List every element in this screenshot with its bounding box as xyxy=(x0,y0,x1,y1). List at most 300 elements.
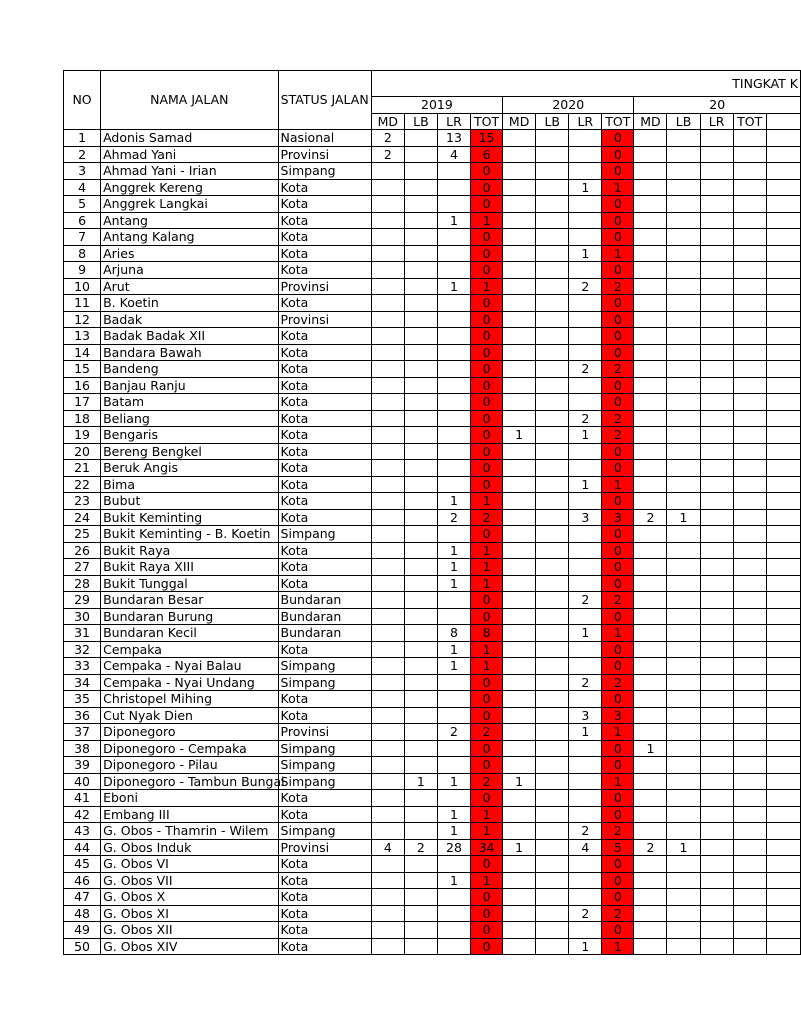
cell-y19-lb xyxy=(404,163,437,180)
cell-y19-tot: 0 xyxy=(471,377,503,394)
cell-y20-tot: 1 xyxy=(602,245,634,262)
table-row xyxy=(64,757,801,774)
cell-y19-md xyxy=(371,608,404,625)
cell-status-jalan: Bundaran xyxy=(278,625,371,642)
cell-y19-tot: 0 xyxy=(471,674,503,691)
cell-y21-lr xyxy=(700,526,733,543)
cell-y19-lr xyxy=(437,163,470,180)
cell-y19-lr xyxy=(437,476,470,493)
cell-nama-jalan: Ahmad Yani xyxy=(101,146,278,163)
cell-y21-lr xyxy=(700,922,733,939)
cell-y21-lb xyxy=(667,130,700,147)
cell-y20-tot: 1 xyxy=(602,179,634,196)
cell-extra xyxy=(766,806,800,823)
cell-nama-jalan: Arut xyxy=(101,278,278,295)
cell-y21-tot xyxy=(733,872,766,889)
cell-y20-tot: 2 xyxy=(602,427,634,444)
cell-y19-md xyxy=(371,575,404,592)
cell-y19-md xyxy=(371,641,404,658)
cell-y21-lr xyxy=(700,344,733,361)
table-row xyxy=(64,889,801,906)
table-row xyxy=(64,559,801,576)
cell-y21-md xyxy=(634,724,667,741)
cell-y19-md xyxy=(371,394,404,411)
cell-y19-md xyxy=(371,592,404,609)
cell-y19-lr xyxy=(437,443,470,460)
cell-y19-tot: 0 xyxy=(471,922,503,939)
cell-y20-md xyxy=(503,443,536,460)
cell-y19-lb xyxy=(404,542,437,559)
cell-y20-md xyxy=(503,410,536,427)
cell-y20-tot: 0 xyxy=(602,328,634,345)
cell-y21-md: 1 xyxy=(634,740,667,757)
cell-y20-md xyxy=(503,278,536,295)
cell-y20-tot: 2 xyxy=(602,278,634,295)
cell-y21-tot xyxy=(733,856,766,873)
cell-y19-md xyxy=(371,311,404,328)
cell-y19-lr: 1 xyxy=(437,641,470,658)
cell-nama-jalan: Cut Nyak Dien xyxy=(101,707,278,724)
cell-no: 5 xyxy=(64,196,101,213)
cell-y20-lr: 2 xyxy=(569,823,602,840)
cell-y19-lr xyxy=(437,394,470,411)
cell-y21-md xyxy=(634,278,667,295)
cell-status-jalan: Simpang xyxy=(278,773,371,790)
cell-y21-md xyxy=(634,394,667,411)
cell-y19-tot: 1 xyxy=(471,658,503,675)
cell-y20-lr xyxy=(569,889,602,906)
cell-no: 43 xyxy=(64,823,101,840)
cell-no: 20 xyxy=(64,443,101,460)
cell-y19-tot: 0 xyxy=(471,889,503,906)
cell-y21-lb xyxy=(667,361,700,378)
cell-y21-md xyxy=(634,806,667,823)
cell-y21-lr xyxy=(700,823,733,840)
cell-y19-lb xyxy=(404,559,437,576)
cell-y21-md xyxy=(634,790,667,807)
cell-y21-md xyxy=(634,410,667,427)
cell-y21-lb xyxy=(667,559,700,576)
header-lr: LR xyxy=(700,113,733,130)
cell-y19-lb xyxy=(404,526,437,543)
cell-y21-tot xyxy=(733,542,766,559)
cell-y19-lb xyxy=(404,493,437,510)
cell-y20-tot: 0 xyxy=(602,641,634,658)
cell-y21-lb xyxy=(667,410,700,427)
cell-y19-tot: 0 xyxy=(471,856,503,873)
cell-no: 3 xyxy=(64,163,101,180)
cell-status-jalan: Bundaran xyxy=(278,608,371,625)
cell-y19-lr: 2 xyxy=(437,509,470,526)
cell-y19-md xyxy=(371,625,404,642)
cell-y19-lr: 13 xyxy=(437,130,470,147)
cell-extra xyxy=(766,460,800,477)
cell-y21-lb xyxy=(667,311,700,328)
cell-y19-lr: 1 xyxy=(437,658,470,675)
cell-y20-md xyxy=(503,163,536,180)
cell-y21-lr xyxy=(700,691,733,708)
cell-y19-tot: 1 xyxy=(471,542,503,559)
cell-y21-md xyxy=(634,575,667,592)
cell-y20-lb xyxy=(536,938,569,955)
cell-y20-lr xyxy=(569,658,602,675)
cell-y20-lb xyxy=(536,707,569,724)
cell-no: 14 xyxy=(64,344,101,361)
cell-y21-md xyxy=(634,707,667,724)
cell-y20-tot: 3 xyxy=(602,509,634,526)
cell-nama-jalan: Embang III xyxy=(101,806,278,823)
cell-y21-lr xyxy=(700,361,733,378)
table-row xyxy=(64,526,801,543)
header-status-jalan: STATUS JALAN xyxy=(278,71,371,130)
cell-extra xyxy=(766,361,800,378)
cell-extra xyxy=(766,179,800,196)
cell-extra xyxy=(766,311,800,328)
cell-y21-tot xyxy=(733,526,766,543)
cell-y20-md xyxy=(503,526,536,543)
cell-y19-lb: 2 xyxy=(404,839,437,856)
cell-y19-md xyxy=(371,542,404,559)
cell-y20-lr: 4 xyxy=(569,839,602,856)
cell-y20-tot: 1 xyxy=(602,724,634,741)
cell-y21-lr xyxy=(700,229,733,246)
cell-y19-lr: 1 xyxy=(437,278,470,295)
cell-y21-lr xyxy=(700,625,733,642)
cell-y21-lr xyxy=(700,707,733,724)
cell-y19-lb xyxy=(404,757,437,774)
cell-y20-lb xyxy=(536,839,569,856)
cell-y19-lr xyxy=(437,295,470,312)
cell-y19-lb xyxy=(404,575,437,592)
cell-y19-lr xyxy=(437,410,470,427)
cell-y19-md xyxy=(371,691,404,708)
cell-extra xyxy=(766,410,800,427)
cell-extra xyxy=(766,938,800,955)
cell-y20-lb xyxy=(536,245,569,262)
cell-y19-md xyxy=(371,872,404,889)
cell-nama-jalan: Bundaran Burung xyxy=(101,608,278,625)
cell-y21-lb xyxy=(667,658,700,675)
cell-extra xyxy=(766,872,800,889)
cell-y20-lr xyxy=(569,806,602,823)
cell-nama-jalan: Banjau Ranju xyxy=(101,377,278,394)
cell-status-jalan: Kota xyxy=(278,872,371,889)
header-year-2020: 2020 xyxy=(503,97,634,114)
cell-y19-md xyxy=(371,493,404,510)
cell-y21-lr xyxy=(700,724,733,741)
cell-y21-tot xyxy=(733,245,766,262)
cell-status-jalan: Simpang xyxy=(278,823,371,840)
cell-y20-md: 1 xyxy=(503,773,536,790)
cell-y21-md xyxy=(634,872,667,889)
cell-y21-md xyxy=(634,526,667,543)
cell-y20-tot: 0 xyxy=(602,608,634,625)
cell-y21-md xyxy=(634,625,667,642)
cell-y20-tot: 0 xyxy=(602,295,634,312)
cell-y21-md xyxy=(634,179,667,196)
cell-y20-md xyxy=(503,889,536,906)
cell-no: 15 xyxy=(64,361,101,378)
cell-y20-lr xyxy=(569,542,602,559)
table-row xyxy=(64,278,801,295)
cell-y20-lb xyxy=(536,922,569,939)
cell-y19-lb xyxy=(404,212,437,229)
cell-y19-md xyxy=(371,889,404,906)
cell-y20-lr xyxy=(569,443,602,460)
cell-y21-lr xyxy=(700,212,733,229)
cell-y20-tot: 2 xyxy=(602,410,634,427)
cell-y19-lb xyxy=(404,905,437,922)
cell-y21-lb xyxy=(667,493,700,510)
cell-y20-tot: 0 xyxy=(602,262,634,279)
cell-y21-md xyxy=(634,493,667,510)
cell-y20-lb xyxy=(536,443,569,460)
cell-y21-lb xyxy=(667,608,700,625)
cell-y20-lr xyxy=(569,311,602,328)
table-row xyxy=(64,691,801,708)
cell-status-jalan: Simpang xyxy=(278,163,371,180)
cell-nama-jalan: Bundaran Besar xyxy=(101,592,278,609)
cell-y19-tot: 1 xyxy=(471,493,503,510)
cell-y19-md xyxy=(371,377,404,394)
cell-y21-md xyxy=(634,476,667,493)
cell-y19-lb xyxy=(404,245,437,262)
cell-y20-lb xyxy=(536,872,569,889)
cell-status-jalan: Kota xyxy=(278,410,371,427)
header-md: MD xyxy=(634,113,667,130)
cell-y21-lb xyxy=(667,790,700,807)
cell-extra xyxy=(766,229,800,246)
cell-status-jalan: Kota xyxy=(278,509,371,526)
cell-y19-lb xyxy=(404,361,437,378)
cell-y20-lr xyxy=(569,773,602,790)
cell-y20-lr: 3 xyxy=(569,707,602,724)
cell-y20-lr xyxy=(569,394,602,411)
table-row xyxy=(64,476,801,493)
cell-y20-lr: 2 xyxy=(569,674,602,691)
cell-y19-tot: 0 xyxy=(471,443,503,460)
cell-y19-tot: 6 xyxy=(471,146,503,163)
cell-y19-tot: 1 xyxy=(471,278,503,295)
cell-status-jalan: Kota xyxy=(278,889,371,906)
cell-y19-tot: 0 xyxy=(471,476,503,493)
cell-y20-lb xyxy=(536,311,569,328)
cell-y21-lb xyxy=(667,526,700,543)
cell-y19-tot: 0 xyxy=(471,691,503,708)
cell-y19-md xyxy=(371,212,404,229)
cell-y19-lb xyxy=(404,608,437,625)
cell-y19-lb xyxy=(404,377,437,394)
header-tot: TOT xyxy=(602,113,634,130)
cell-nama-jalan: Antang Kalang xyxy=(101,229,278,246)
cell-status-jalan: Kota xyxy=(278,229,371,246)
cell-y19-md xyxy=(371,245,404,262)
cell-y20-md xyxy=(503,658,536,675)
cell-y21-lr xyxy=(700,476,733,493)
cell-no: 48 xyxy=(64,905,101,922)
cell-y19-lb xyxy=(404,427,437,444)
cell-y20-lr xyxy=(569,262,602,279)
cell-y21-tot xyxy=(733,212,766,229)
cell-y19-lb xyxy=(404,410,437,427)
cell-y20-md xyxy=(503,377,536,394)
cell-y21-lb xyxy=(667,179,700,196)
cell-y19-lr xyxy=(437,922,470,939)
cell-y20-lb xyxy=(536,740,569,757)
cell-nama-jalan: G. Obos XII xyxy=(101,922,278,939)
cell-status-jalan: Kota xyxy=(278,922,371,939)
cell-y21-tot xyxy=(733,344,766,361)
cell-no: 41 xyxy=(64,790,101,807)
cell-y19-lr xyxy=(437,328,470,345)
table-row xyxy=(64,377,801,394)
cell-y20-lb xyxy=(536,724,569,741)
cell-extra xyxy=(766,427,800,444)
cell-y21-tot xyxy=(733,740,766,757)
cell-y20-tot: 5 xyxy=(602,839,634,856)
cell-y19-lr xyxy=(437,707,470,724)
cell-no: 6 xyxy=(64,212,101,229)
cell-y21-lb xyxy=(667,146,700,163)
header-lb: LB xyxy=(667,113,700,130)
cell-extra xyxy=(766,856,800,873)
cell-status-jalan: Kota xyxy=(278,938,371,955)
cell-y20-lr xyxy=(569,608,602,625)
cell-status-jalan: Kota xyxy=(278,542,371,559)
table-row xyxy=(64,493,801,510)
cell-nama-jalan: G. Obos VI xyxy=(101,856,278,873)
cell-y20-lb xyxy=(536,212,569,229)
cell-status-jalan: Provinsi xyxy=(278,311,371,328)
cell-no: 35 xyxy=(64,691,101,708)
cell-extra xyxy=(766,641,800,658)
table-row xyxy=(64,790,801,807)
cell-no: 33 xyxy=(64,658,101,675)
cell-y20-lb xyxy=(536,229,569,246)
cell-y19-md xyxy=(371,922,404,939)
cell-nama-jalan: Cempaka - Nyai Balau xyxy=(101,658,278,675)
cell-y21-md xyxy=(634,608,667,625)
cell-y20-lr: 1 xyxy=(569,724,602,741)
header-tot: TOT xyxy=(471,113,503,130)
cell-y21-lb xyxy=(667,872,700,889)
cell-y21-tot xyxy=(733,377,766,394)
cell-y21-tot xyxy=(733,163,766,180)
cell-extra xyxy=(766,146,800,163)
cell-y20-lr xyxy=(569,872,602,889)
cell-y19-tot: 0 xyxy=(471,592,503,609)
cell-y21-lb: 1 xyxy=(667,509,700,526)
cell-y21-lr xyxy=(700,427,733,444)
cell-y19-md xyxy=(371,823,404,840)
cell-y21-md xyxy=(634,229,667,246)
cell-y19-lr xyxy=(437,245,470,262)
cell-status-jalan: Kota xyxy=(278,707,371,724)
cell-status-jalan: Kota xyxy=(278,790,371,807)
cell-y20-lr: 2 xyxy=(569,361,602,378)
cell-nama-jalan: Bandeng xyxy=(101,361,278,378)
cell-y21-lb xyxy=(667,823,700,840)
cell-y19-md xyxy=(371,361,404,378)
cell-y19-lb xyxy=(404,872,437,889)
cell-y19-lr: 8 xyxy=(437,625,470,642)
table-row xyxy=(64,806,801,823)
cell-y21-lb xyxy=(667,476,700,493)
cell-y20-tot: 2 xyxy=(602,674,634,691)
cell-status-jalan: Kota xyxy=(278,295,371,312)
cell-y21-tot xyxy=(733,460,766,477)
cell-y20-lr xyxy=(569,740,602,757)
cell-y20-lb xyxy=(536,575,569,592)
cell-y21-lb xyxy=(667,443,700,460)
cell-y21-lr xyxy=(700,872,733,889)
cell-y19-lb xyxy=(404,443,437,460)
cell-y19-tot: 1 xyxy=(471,212,503,229)
cell-y20-tot: 0 xyxy=(602,658,634,675)
cell-y20-lr: 1 xyxy=(569,476,602,493)
cell-y20-tot: 0 xyxy=(602,460,634,477)
cell-y21-lr xyxy=(700,146,733,163)
cell-no: 12 xyxy=(64,311,101,328)
cell-status-jalan: Kota xyxy=(278,245,371,262)
cell-y21-lb xyxy=(667,377,700,394)
cell-y21-tot xyxy=(733,592,766,609)
cell-y21-lr xyxy=(700,262,733,279)
cell-status-jalan: Provinsi xyxy=(278,839,371,856)
cell-y20-lr xyxy=(569,377,602,394)
cell-no: 38 xyxy=(64,740,101,757)
cell-y19-md xyxy=(371,179,404,196)
cell-y20-tot: 0 xyxy=(602,559,634,576)
cell-y19-tot: 1 xyxy=(471,641,503,658)
cell-y21-tot xyxy=(733,476,766,493)
cell-y21-lb xyxy=(667,922,700,939)
cell-status-jalan: Simpang xyxy=(278,658,371,675)
cell-y20-lr xyxy=(569,691,602,708)
cell-y21-lb xyxy=(667,278,700,295)
cell-nama-jalan: Beruk Angis xyxy=(101,460,278,477)
table-row xyxy=(64,146,801,163)
cell-status-jalan: Kota xyxy=(278,328,371,345)
cell-y20-lb xyxy=(536,394,569,411)
cell-nama-jalan: Christopel Mihing xyxy=(101,691,278,708)
header-nama-jalan: NAMA JALAN xyxy=(101,71,278,130)
cell-y21-md xyxy=(634,163,667,180)
cell-y20-lr xyxy=(569,130,602,147)
cell-y21-lr xyxy=(700,806,733,823)
table-row xyxy=(64,658,801,675)
table-row xyxy=(64,163,801,180)
table-row xyxy=(64,245,801,262)
cell-status-jalan: Bundaran xyxy=(278,592,371,609)
cell-y19-lr: 1 xyxy=(437,575,470,592)
cell-y19-lb xyxy=(404,328,437,345)
cell-y21-lb xyxy=(667,674,700,691)
table-row xyxy=(64,872,801,889)
cell-nama-jalan: Bukit Keminting xyxy=(101,509,278,526)
cell-y20-md xyxy=(503,905,536,922)
cell-y20-tot: 3 xyxy=(602,707,634,724)
cell-status-jalan: Kota xyxy=(278,427,371,444)
cell-y19-lr: 4 xyxy=(437,146,470,163)
cell-y21-tot xyxy=(733,608,766,625)
header-extra xyxy=(766,113,800,130)
cell-extra xyxy=(766,130,800,147)
cell-y20-tot: 2 xyxy=(602,823,634,840)
cell-y20-tot: 0 xyxy=(602,856,634,873)
cell-y19-tot: 0 xyxy=(471,245,503,262)
cell-y20-tot: 0 xyxy=(602,526,634,543)
